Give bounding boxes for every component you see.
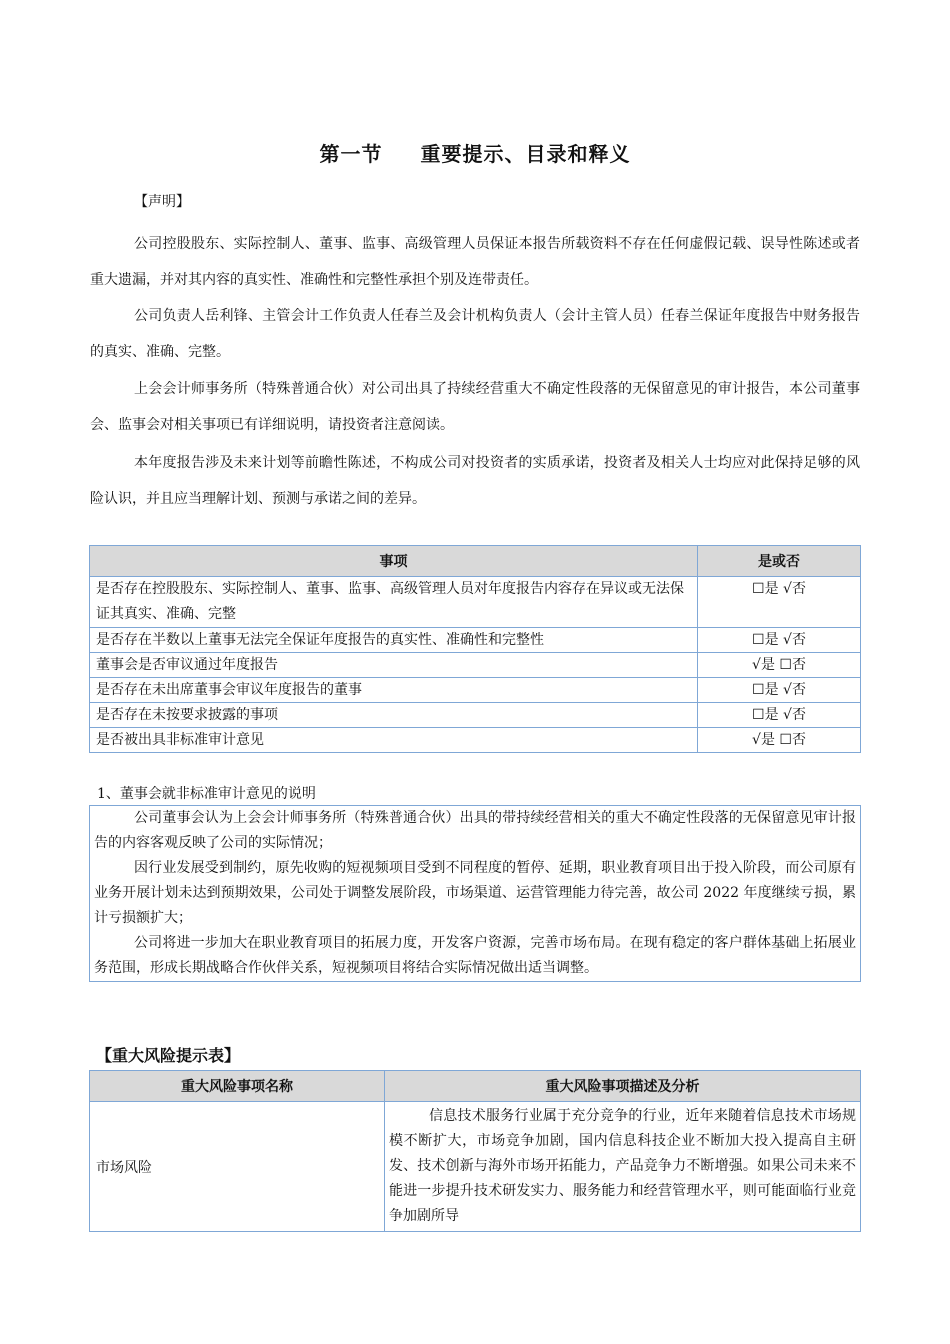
table-row	[90, 577, 861, 628]
answer-cell: ☐是 √否	[698, 577, 861, 628]
table-header-row	[90, 1071, 861, 1102]
statement-paragraph: 上会会计师事务所（特殊普通合伙）对公司出具了持续经营重大不确定性段落的无保留意见的审计报告，本公司董事会、监事会对相关事项已有详细说明，请投资者注意阅读。	[90, 381, 860, 433]
risk-name-cell: 市场风险	[90, 1102, 385, 1232]
audit-note-label: 1、董事会就非标准审计意见的说明	[97, 786, 316, 802]
column-header-item: 事项	[90, 546, 698, 577]
section-heading: 重要提示、目录和释义	[420, 142, 631, 166]
audit-note-paragraph: 因行业发展受到制约，原先收购的短视频项目受到不同程度的暂停、延期，职业教育项目出于投入阶段，而公司原有业务开展计划未达到预期效果，公司处于调整发展阶段，市场渠道、运营管理能力待完善，故公司 2022 年度继续亏损，累计亏损额扩大；	[94, 860, 856, 926]
table-row	[90, 1102, 861, 1232]
item-cell: 是否存在半数以上董事无法完全保证年度报告的真实性、准确性和完整性	[90, 628, 698, 653]
section-number: 第一节	[319, 142, 383, 166]
table-header-row	[90, 546, 861, 577]
statement-header: 【声明】	[134, 194, 190, 210]
confirmation-table	[89, 545, 861, 753]
audit-note-paragraph: 公司将进一步加大在职业教育项目的拓展力度，开发客户资源，完善市场布局。在现有稳定的客户群体基础上拓展业务范围，形成长期战略合作伙伴关系，短视频项目将结合实际情况做出适当调整。	[94, 935, 856, 976]
risk-table	[89, 1070, 861, 1232]
risk-description-cell: 信息技术服务行业属于充分竞争的行业，近年来随着信息技术市场规模不断扩大，市场竞争加剧，国内信息科技企业不断加大投入提高自主研发、技术创新与海外市场开拓能力，产品竞争力不断增强。如果公司未来不能进一步提升技术研发实力、服务能力和经营管理水平，则可能面临行业竞争加剧所导	[385, 1102, 861, 1232]
risk-table-header: 【重大风险提示表】	[96, 1046, 241, 1065]
answer-cell: ☐是 √否	[698, 703, 861, 728]
item-cell: 是否存在未出席董事会审议年度报告的董事	[90, 678, 698, 703]
table-row	[90, 703, 861, 728]
table-row	[90, 728, 861, 753]
item-cell: 是否存在控股股东、实际控制人、董事、监事、高级管理人员对年度报告内容存在异议或无法保证其真实、准确、完整	[90, 577, 698, 628]
audit-note-box	[89, 805, 861, 982]
table-row	[90, 653, 861, 678]
column-header-answer: 是或否	[698, 546, 861, 577]
column-header-risk-description: 重大风险事项描述及分析	[385, 1071, 861, 1102]
answer-cell: ☐是 √否	[698, 678, 861, 703]
table-row	[90, 678, 861, 703]
item-cell: 董事会是否审议通过年度报告	[90, 653, 698, 678]
answer-cell: √是 ☐否	[698, 653, 861, 678]
column-header-risk-name: 重大风险事项名称	[90, 1071, 385, 1102]
table-row	[90, 628, 861, 653]
statement-paragraph: 公司控股股东、实际控制人、董事、监事、高级管理人员保证本报告所载资料不存在任何虚假记载、误导性陈述或者重大遗漏，并对其内容的真实性、准确性和完整性承担个别及连带责任。	[90, 236, 860, 288]
audit-note-paragraph: 公司董事会认为上会会计师事务所（特殊普通合伙）出具的带持续经营相关的重大不确定性段落的无保留意见审计报告的内容客观反映了公司的实际情况；	[94, 810, 856, 851]
answer-cell: ☐是 √否	[698, 628, 861, 653]
answer-cell: √是 ☐否	[698, 728, 861, 753]
statement-paragraph: 公司负责人岳利锋、主管会计工作负责人任春兰及会计机构负责人（会计主管人员）任春兰保证年度报告中财务报告的真实、准确、完整。	[90, 308, 860, 360]
statement-paragraph: 本年度报告涉及未来计划等前瞻性陈述，不构成公司对投资者的实质承诺，投资者及相关人士均应对此保持足够的风险认识，并且应当理解计划、预测与承诺之间的差异。	[90, 455, 860, 507]
item-cell: 是否被出具非标准审计意见	[90, 728, 698, 753]
section-title	[0, 138, 950, 167]
item-cell: 是否存在未按要求披露的事项	[90, 703, 698, 728]
